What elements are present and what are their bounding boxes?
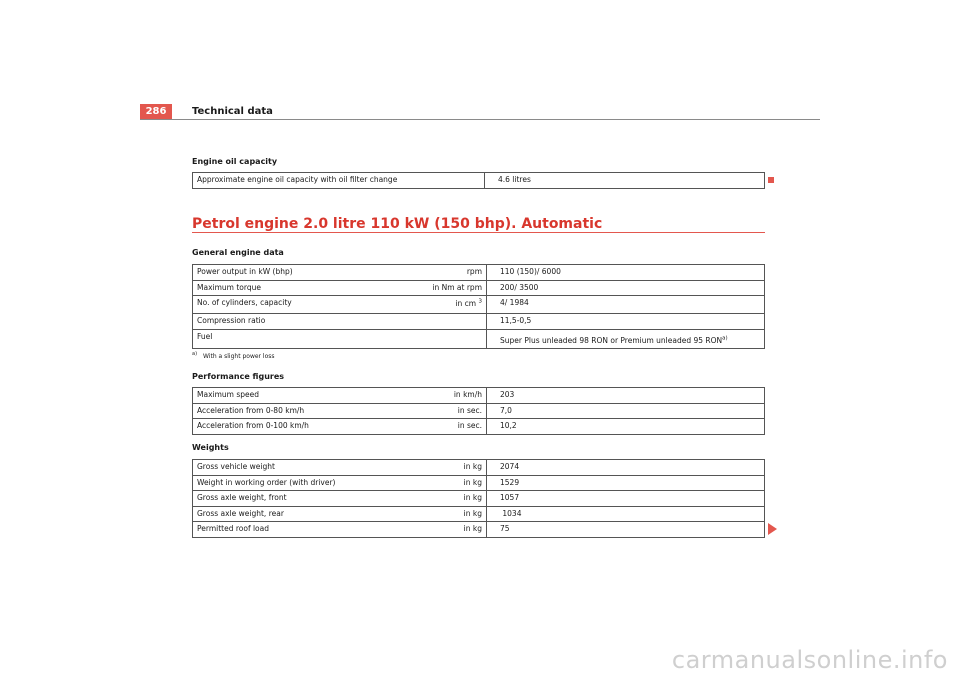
section-divider [192,232,765,233]
continue-arrow-icon [768,523,777,535]
row-unit: in km/h [402,388,487,404]
row-value: 1057 [487,491,765,507]
footnote-text: With a slight power loss [203,353,275,360]
end-of-section-marker [768,177,774,183]
page-header-title: Technical data [192,106,273,117]
row-unit: in kg [402,460,487,476]
row-label: Maximum torque [193,280,403,296]
row-value: 7,0 [487,403,765,419]
table-row [193,173,765,189]
table-row [193,388,765,404]
row-value: 10,2 [487,419,765,435]
row-value: 75 [487,522,765,538]
row-unit [402,314,487,330]
row-label: No. of cylinders, capacity [193,296,403,314]
unit-text: in cm [455,299,477,308]
row-unit [402,329,487,348]
row-unit: in kg [402,491,487,507]
row-value: 1034 [487,506,765,522]
performance-figures-table [192,387,765,435]
row-unit: in kg [402,506,487,522]
row-value: 2074 [487,460,765,476]
table-row [193,296,765,314]
section-title: Petrol engine 2.0 litre 110 kW (150 bhp). Automatic [192,216,603,232]
row-unit: rpm [402,265,487,281]
unit-superscript: 3 [478,298,482,305]
row-label: Maximum speed [193,388,403,404]
row-value: 203 [487,388,765,404]
row-value: 4/ 1984 [487,296,765,314]
table-row [193,265,765,281]
row-label: Gross axle weight, front [193,491,403,507]
row-label: Acceleration from 0-100 km/h [193,419,403,435]
row-unit: in sec. [402,403,487,419]
weights-heading: Weights [192,443,229,452]
row-label: Power output in kW (bhp) [193,265,403,281]
row-label: Gross vehicle weight [193,460,403,476]
table-row [193,419,765,435]
table-row [193,506,765,522]
table-row [193,522,765,538]
table-row [193,460,765,476]
row-unit [402,296,487,314]
row-value: 11,5-0,5 [487,314,765,330]
performance-figures-heading: Performance figures [192,372,285,381]
table-row [193,280,765,296]
table-row [193,491,765,507]
row-unit: in kg [402,522,487,538]
row-unit: in Nm at rpm [402,280,487,296]
table-row [193,403,765,419]
footnote-reference: a) [722,335,728,341]
table-row [193,475,765,491]
row-unit: in kg [402,475,487,491]
oil-capacity-label: Approximate engine oil capacity with oil filter change [193,173,485,189]
watermark: carmanualsonline.info [671,646,948,674]
row-value: 200/ 3500 [487,280,765,296]
oil-capacity-table [192,172,765,189]
footnote-mark: a) [192,351,198,357]
header-divider [140,119,820,120]
general-engine-data-heading: General engine data [192,248,284,257]
row-label: Permitted roof load [193,522,403,538]
general-engine-data-table [192,264,765,349]
oil-capacity-value: 4.6 litres [485,173,765,189]
row-value: 110 (150)/ 6000 [487,265,765,281]
row-label: Weight in working order (with driver) [193,475,403,491]
row-label: Gross axle weight, rear [193,506,403,522]
table-row [193,314,765,330]
row-unit: in sec. [402,419,487,435]
row-label: Acceleration from 0-80 km/h [193,403,403,419]
row-value [487,329,765,348]
weights-table [192,459,765,538]
row-value: 1529 [487,475,765,491]
row-label: Compression ratio [193,314,403,330]
footnote [192,349,275,362]
table-row [193,329,765,348]
page-number: 286 [140,104,172,120]
oil-capacity-heading: Engine oil capacity [192,157,278,166]
fuel-value-text: Super Plus unleaded 98 RON or Premium unleaded 95 RON [500,335,723,345]
row-label: Fuel [193,329,403,348]
